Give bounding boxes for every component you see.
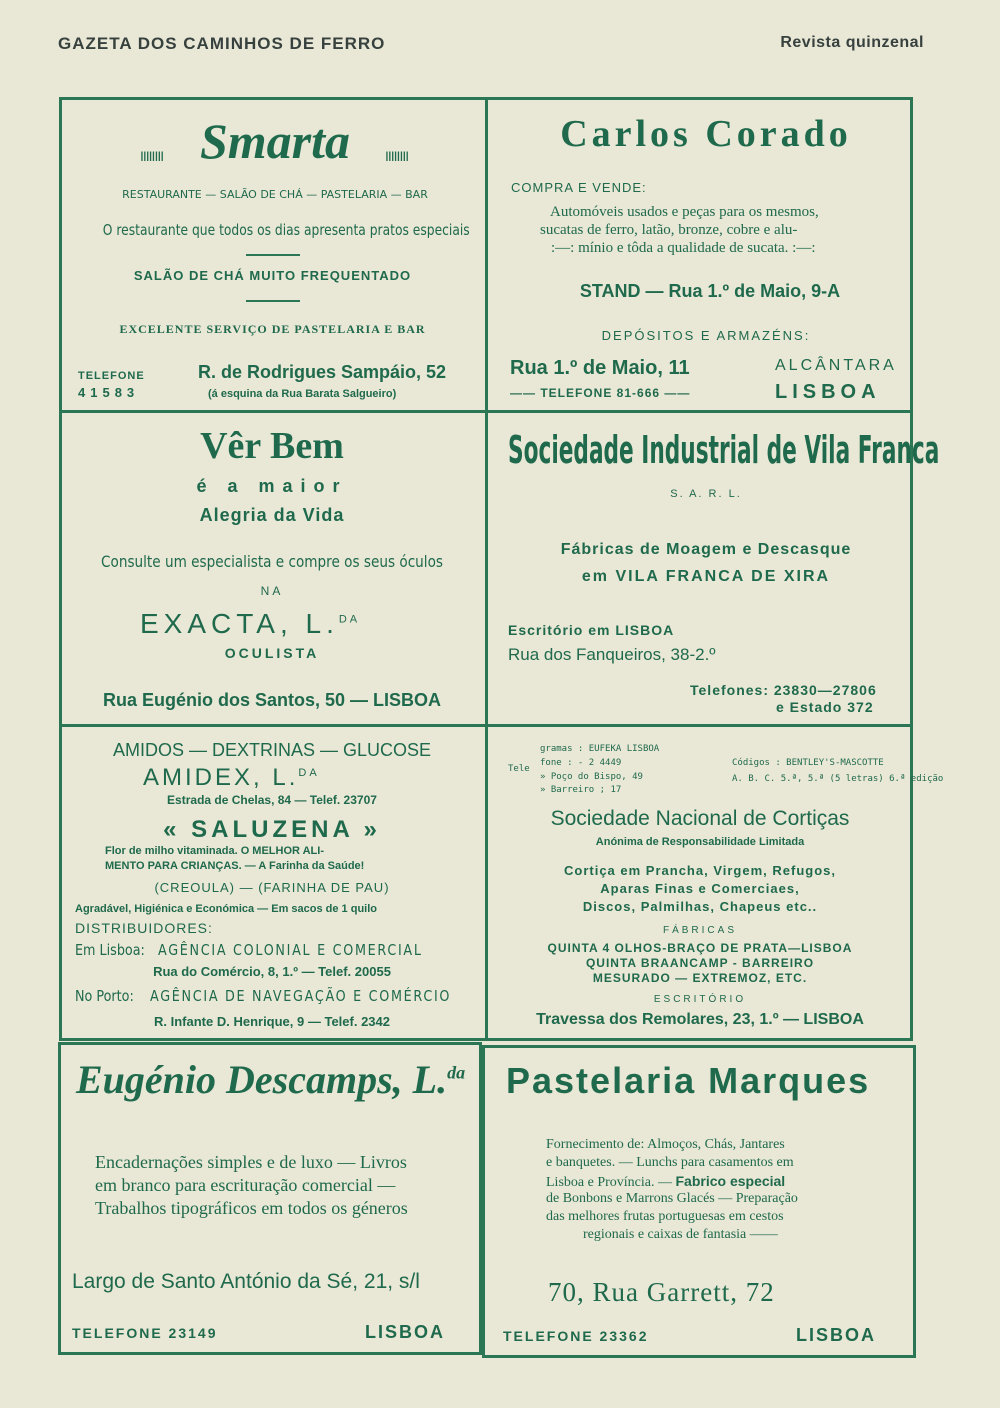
amidex-company-name: AMIDEX, L. [143,764,299,791]
corticas-title: Sociedade Nacional de Cortiças [550,807,850,830]
ornament-right: IIIIIIII [385,148,409,164]
smarta-rule-1 [246,254,300,256]
page-header [58,34,924,58]
marques-l2: e banquetes. — Lunchs para casamentos em [546,1155,794,1170]
marques-city: LISBOA [796,1325,877,1345]
amidex-company-sup: DA [298,767,320,779]
smarta-phone-label: TELEFONE [78,370,145,382]
corado-title: Carlos Corado [560,113,852,155]
divider-row-1 [62,410,910,413]
amidex-porto-agent: AGÊNCIA DE NAVEGAÇÃO E COMÉRCIO [150,987,452,1005]
verbem-title: Vêr Bem [200,425,344,467]
amidex-porto-label: No Porto: [75,987,134,1005]
corticas-tele: Tele [508,764,530,774]
corticas-escritorio: ESCRITÓRIO [653,994,747,1005]
corticas-barreiro: » Barreiro ; 17 [540,785,622,795]
journal-title: GAZETA DOS CAMINHOS DE FERRO [58,34,386,53]
marques-phone: TELEFONE 23362 [503,1328,649,1344]
descamps-line1: Encadernações simples e de luxo — Livros [95,1152,407,1172]
corticas-fab3: MESURADO — EXTREMOZ, ETC. [592,971,808,985]
amidex-qualities: Agradável, Higiénica e Económica — Em sacos de 1 quilo [75,903,377,915]
corticas-prod1: Cortiça em Prancha, Virgem, Refugos, [564,863,836,878]
smarta-logo: Smarta [199,113,351,169]
descamps-name-text: Eugénio Descamps, L. [76,1057,448,1102]
vilafranca-office: Escritório em LISBOA [508,622,675,638]
amidex-varieties: (CREOULA) — (FARINHA DE PAU) [154,880,390,895]
verbem-oculista: OCULISTA [224,645,320,661]
corado-desc2: sucatas de ferro, latão, bronze, cobre e alu- [540,222,798,238]
corticas-fab1: QUINTA 4 OLHOS-BRAÇO DE PRATA—LISBOA [547,941,853,955]
corado-desc3: :—: mínio e tôda a qualidade de sucata. :—: [551,240,816,256]
corado-address: Rua 1.º de Maio, 11 [510,357,690,379]
corticas-prod3: Discos, Palmilhas, Chapeus etc.. [582,899,818,914]
corado-desc1: Automóveis usados e peças para os mesmos, [550,204,819,220]
marques-name: Pastelaria Marques [506,1060,871,1101]
verbem-company-sup: DA [338,613,361,626]
amidex-lisboa-agent: AGÊNCIA COLONIAL E COMERCIAL [158,941,423,959]
amidex-distrib: DISTRIBUIDORES: [75,920,213,936]
corticas-codigos: Códigos : BENTLEY'S-MASCOTTE [732,758,884,768]
corado-district: ALCÂNTARA [775,357,897,374]
vilafranca-estado: e Estado 372 [776,699,874,715]
ornament-left: IIIIIIII [140,148,164,164]
amidex-porto-address: R. Infante D. Henrique, 9 — Telef. 2342 [154,1014,390,1029]
smarta-line1: O restaurante que todos os dias apresenta pratos especiais [102,221,470,239]
corado-depositos: DEPÓSITOS E ARMAZÉNS: [601,328,811,343]
marques-l1: Fornecimento de: Almoços, Chás, Jantares [546,1137,785,1152]
verbem-address: Rua Eugénio dos Santos, 50 — LISBOA [102,690,442,710]
smarta-services: RESTAURANTE — SALÃO DE CHÁ — PASTELARIA — BAR [122,188,428,201]
corado-stand: STAND — Rua 1.º de Maio, 9-A [579,281,841,301]
amidex-desc1: Flor de milho vitaminada. O MELHOR ALI- [105,845,324,857]
corticas-fone: fone : - 2 4449 [540,758,622,768]
marques-l6: regionais e caixas de fantasia —— [583,1227,778,1242]
corado-phone: —— TELEFONE 81-666 —— [510,386,691,400]
smarta-phone: 41583 [78,385,140,400]
descamps-name-sup: da [447,1062,466,1083]
amidex-company [143,764,320,792]
divider-vertical-top [485,100,488,1038]
vilafranca-phones: Telefones: 23830—27806 [690,682,877,698]
amidex-address: Estrada de Chelas, 84 — Telef. 23707 [167,793,377,807]
smarta-line2: SALÃO DE CHÁ MUITO FREQUENTADO [133,268,412,283]
vilafranca-line2: em VILA FRANCA DE XIRA [581,568,831,585]
vilafranca-address: Rua dos Fanqueiros, 38-2.º [508,645,716,664]
descamps-line2: em branco para escrituração comercial — [95,1175,396,1195]
amidex-lisboa-label: Em Lisboa: [75,941,145,959]
marques-l3b: Fabrico especial [675,1173,786,1189]
corticas-prod2: Aparas Finas e Comerciaes, [600,881,800,896]
vilafranca-sarl: S. A. R. L. [670,488,742,500]
amidex-lisboa-address: Rua do Comércio, 8, 1.º — Telef. 20055 [153,964,391,979]
marques-l5: das melhores frutas portuguesas em cestos [546,1209,784,1224]
corticas-fabricas: FÁBRICAS [662,925,737,936]
amidex-products: AMIDOS — DEXTRINAS — GLUCOSE [112,740,432,760]
verbem-line1: é a maior [196,476,348,496]
verbem-company-name: EXACTA, L. [140,608,339,639]
marques-l3 [546,1173,785,1191]
corado-intro: COMPRA E VENDE: [511,180,647,195]
corticas-abc: A. B. C. 5.ª, 5.ª (5 letras) 6.ª edição [732,774,944,784]
journal-subtitle: Revista quinzenal [780,34,924,51]
smarta-line3: EXCELENTE SERVIÇO DE PASTELARIA E BAR [119,322,426,336]
descamps-city: LISBOA [365,1322,446,1342]
descamps-phone: TELEFONE 23149 [72,1325,218,1341]
marques-l3a: Lisboa e Província. — [546,1175,676,1190]
smarta-address: R. de Rodrigues Sampáio, 52 [198,362,447,382]
amidex-desc2: MENTO PARA CRIANÇAS. — A Farinha da Saúde! [105,860,365,872]
descamps-name [76,1056,465,1103]
corticas-fab2: QUINTA BRAANCAMP - BARREIRO [585,956,815,970]
smarta-rule-2 [246,300,300,302]
corticas-poco: » Poço do Bispo, 49 [540,772,643,782]
marques-address: 70, Rua Garrett, 72 [548,1277,775,1307]
marques-l4: de Bonbons e Marrons Glacés — Preparação [546,1191,798,1206]
verbem-na: NA [260,584,284,598]
verbem-line2: Alegria da Vida [199,505,345,525]
corado-city: LISBOA [775,381,881,403]
amidex-brand: « SALUZENA » [163,816,381,843]
vilafranca-line1: Fábricas de Moagem e Descasque [560,541,852,558]
corticas-gramas: gramas : EUFEKA LISBOA [540,744,660,754]
vilafranca-title: Sociedade Industrial de Vila Franca [508,428,940,472]
corticas-address: Travessa dos Remolares, 23, 1.º — LISBOA [536,1011,864,1028]
divider-row-2 [62,724,910,727]
corticas-subtitle: Anónima de Responsabilidade Limitada [595,836,805,848]
verbem-company [140,608,360,640]
verbem-line3: Consulte um especialista e compre os seus óculos [101,552,443,571]
descamps-line3: Trabalhos tipográficos em todos os géneros [95,1198,408,1218]
smarta-address-note: (á esquina da Rua Barata Salgueiro) [208,388,397,400]
descamps-address: Largo de Santo António da Sé, 21, s/l [72,1270,420,1293]
